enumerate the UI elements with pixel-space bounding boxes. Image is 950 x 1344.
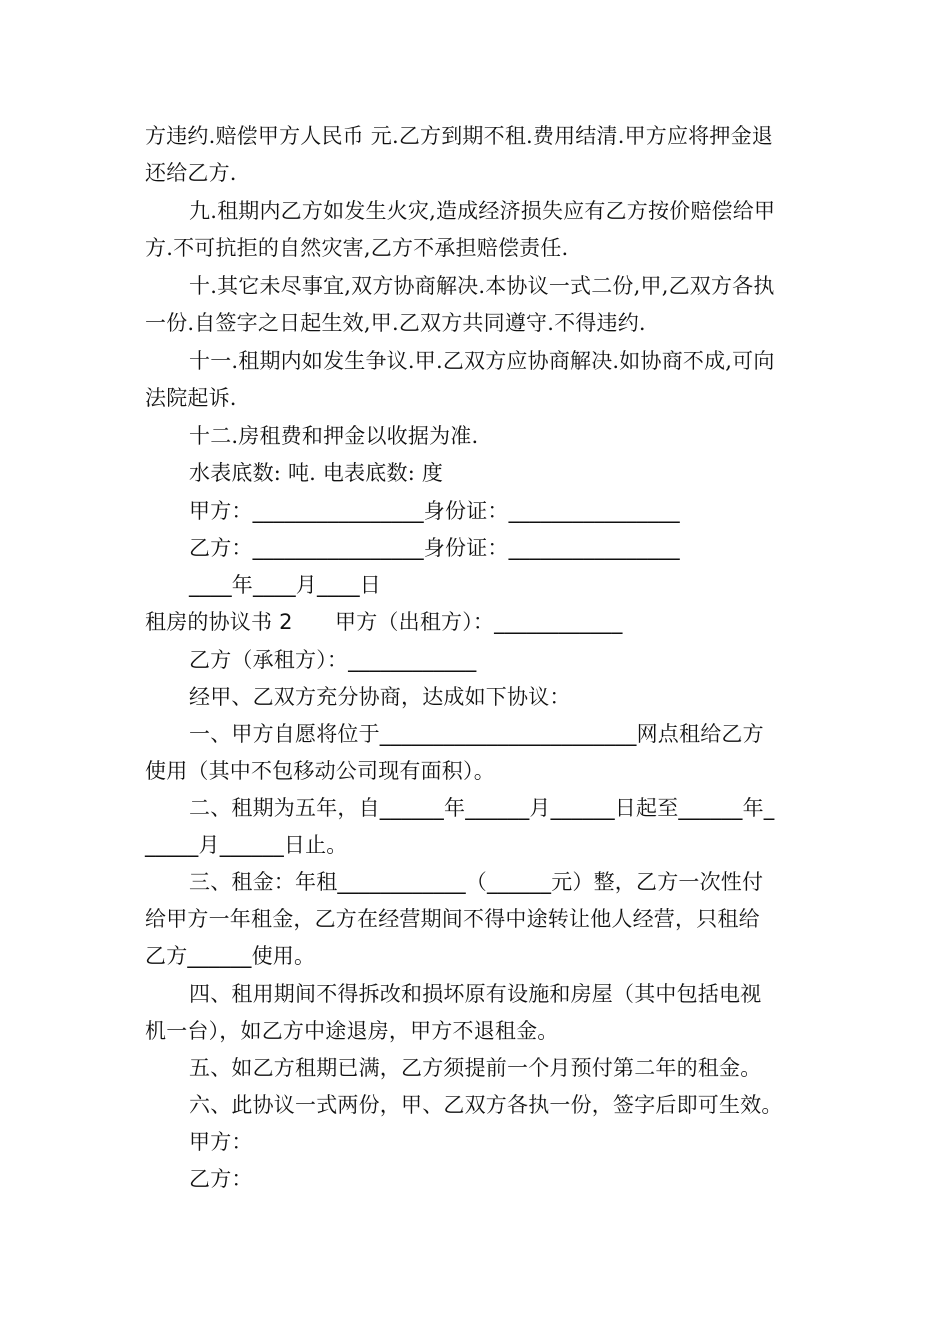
date-line: ____年____月____日 <box>189 573 381 597</box>
clause-4: 四、租用期间不得拆改和损坏原有设施和房屋（其中包括电视 <box>189 982 762 1006</box>
text-line: _____月______日止。 <box>145 833 348 857</box>
text-line: 法院起诉. <box>145 386 237 410</box>
clause-12: 十二.房租费和押金以收据为准. <box>189 424 479 448</box>
clause-1: 一、甲方自愿将位于________________________网点租给乙方 <box>189 722 764 746</box>
party-b-signature-line: 乙方：________________身份证：________________ <box>189 536 680 560</box>
text-line: 一份.自签字之日起生效,甲.乙双方共同遵守.不得违约. <box>145 311 646 335</box>
party-a-signature-line: 甲方：________________身份证：________________ <box>189 499 680 523</box>
clause-3: 三、租金：年租____________（______元）整，乙方一次性付 <box>189 870 764 894</box>
text-line: 给甲方一年租金，乙方在经营期间不得中途转让他人经营，只租给 <box>145 907 760 931</box>
text-line: 机一台），如乙方中途退房，甲方不退租金。 <box>145 1019 559 1043</box>
clause-6: 六、此协议一式两份，甲、乙双方各执一份，签字后即可生效。 <box>189 1093 783 1117</box>
agreement-2-heading: 租房的协议书 2 甲方（出租方）：____________ <box>145 610 623 634</box>
agreement-intro: 经甲、乙双方充分协商，达成如下协议： <box>189 685 571 709</box>
party-b-label: 乙方： <box>189 1167 253 1191</box>
clause-9: 九.租期内乙方如发生火灾,造成经济损失应有乙方按价赔偿给甲 <box>189 199 776 223</box>
text-line: 还给乙方. <box>145 161 237 185</box>
clause-5: 五、如乙方租期已满，乙方须提前一个月预付第二年的租金。 <box>189 1056 762 1080</box>
party-b-tenant-line: 乙方（承租方）：____________ <box>189 648 477 672</box>
meter-readings: 水表底数: 吨. 电表底数: 度 <box>189 461 444 485</box>
text-line: 乙方______使用。 <box>145 944 316 968</box>
clause-2: 二、租期为五年，自______年______月______日起至______年_ <box>189 796 775 820</box>
text-line: 方.不可抗拒的自然灾害,乙方不承担赔偿责任. <box>145 236 569 260</box>
text-line: 使用（其中不包移动公司现有面积）。 <box>145 759 495 783</box>
party-a-label: 甲方： <box>189 1130 253 1154</box>
clause-11: 十一.租期内如发生争议.甲.乙双方应协商解决.如协商不成,可向 <box>189 349 775 373</box>
clause-10: 十.其它未尽事宜,双方协商解决.本协议一式二份,甲,乙双方各执 <box>189 274 775 298</box>
text-line: 方违约.赔偿甲方人民币 元.乙方到期不租.费用结清.甲方应将押金退 <box>145 124 773 148</box>
